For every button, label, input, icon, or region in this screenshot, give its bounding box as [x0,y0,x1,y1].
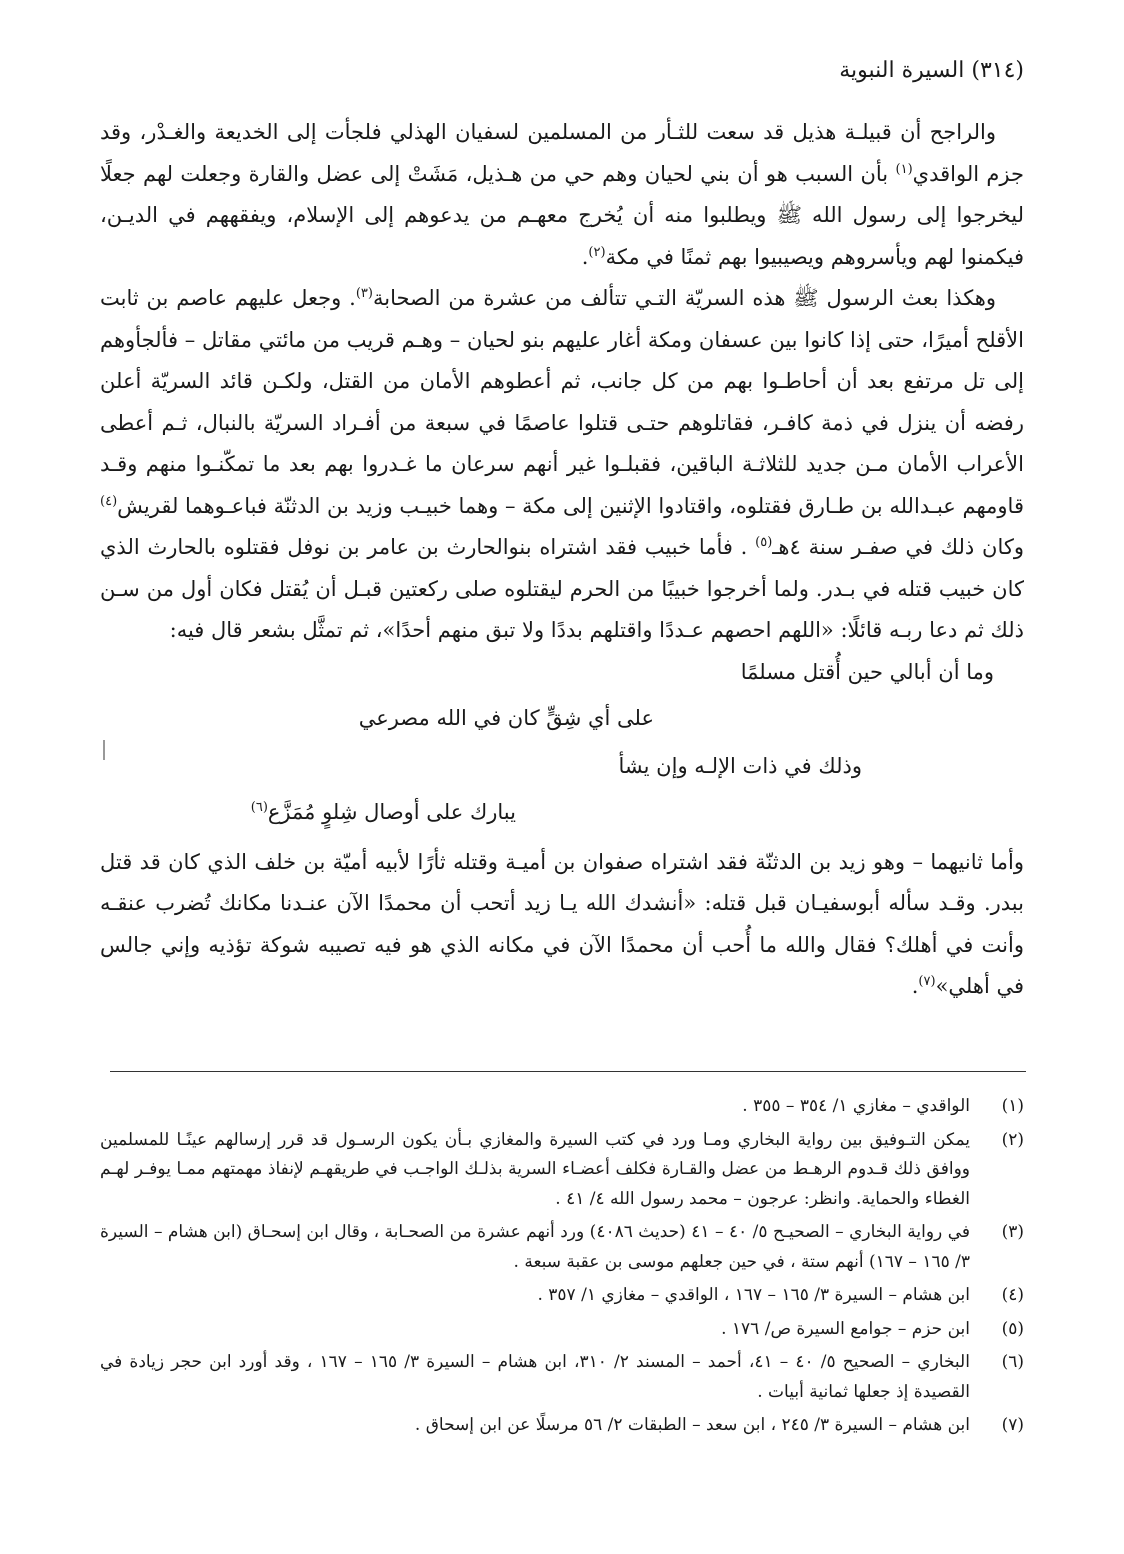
footnote-number: (٣) [1001,1222,1024,1242]
paragraph-3 [100,842,1024,1008]
footnote-number: (٤) [1001,1285,1024,1305]
footnote-ref-3[interactable]: (٣) [355,286,373,301]
footnote-text: ابن هشام – السيرة ٣/ ١٦٥ – ١٦٧ ، الواقدي – مغازي ١/ ٣٥٧ . [537,1285,970,1305]
footnote-5 [100,1315,1024,1345]
paragraph-2-text-d: . فأما خبيب فقد اشتراه بنوالحارث بن عامر بن نوفل فقتلوه بالحارث الذي كان خبيب قتله في بـدر. ولما أخرجوا خبيبًا من الحرم ليقتلوه صلى ركعتين قبـل أن يُقتل فكان أول من سـن ذلك ثم دعا ربـه قائلًا: «اللهم احصهم عـددًا واقتلهم بددًا ولا تبق منهم أحدًا»، ثم تمثَّل بشعر قال فيه: [100,535,1024,642]
footnote-number: (٥) [1001,1318,1024,1339]
running-header: (٣١٤) السيرة النبوية [839,58,1024,83]
footnote-text: الواقدي – مغازي ١/ ٣٥٤ – ٣٥٥ . [742,1096,970,1116]
paragraph-1-text-a: والراجح أن قبيلـة هذيل قد سعت للثـأر من المسلمين لسفيان الهذلي فلجأت إلى الخديعة والغـدْر، وقد جزم الواقدي [100,120,1024,186]
paragraph-2-text-a: وهكذا بعث الرسول ﷺ هذه السريّة التـي تتألف من عشرة من الصحابة [372,286,997,310]
footnote-ref-1[interactable]: (١) [895,161,913,177]
main-text [100,112,1024,1008]
paragraph-3-end: . [911,974,919,998]
footnote-text: ابن حزم – جوامع السيرة ص/ ١٧٦ . [721,1318,970,1339]
footnote-3 [100,1218,1024,1277]
paragraph-1 [100,112,1024,278]
footnote-2 [100,1126,1024,1215]
footnote-text: ابن هشام – السيرة ٣/ ٢٤٥ ، ابن سعد – الطبقات ٢/ ٥٦ مرسلًا عن ابن إسحاق . [414,1415,970,1435]
verse-4-text: يبارك على أوصال شِلوٍ مُمَزَّع [267,799,516,824]
footnote-text: في رواية البخاري – الصحيـح ٥/ ٤٠ – ٤١ (حديث ٤٠٨٦) ورد أنهم عشرة من الصحـابة ، وقال ابن إسحـاق (ابن هشام – السيرة ٣/ ١٦٥ – ١٦٧) أنهم ستة ، في حين جعلهم موسى بن عقبة سبعة . [100,1222,970,1272]
verse-4 [251,792,516,834]
paragraph-1-text-b: بأن السبب هو أن بني لحيان وهم حي من هـذيل، مَشَتْ إلى عضل والقارة وجعلت لهم جعلًا ليخرجوا إلى رسول الله ﷺ ويطلبوا منه أن يُخرج معهـم من يدعوهم إلى الإسلام، ويفقههم في الديـن، فيكمنوا لهم ويأسروهم ويصيبيوا بهم ثمنًا في مكة [100,161,1024,269]
footnotes [100,1092,1024,1445]
footnote-number: (٢) [1001,1129,1024,1150]
verse-3: وذلك في ذات الإلـه وإن يشأ [618,753,862,778]
footnote-text: يمكن التـوفيق بين رواية البخاري ومـا ورد في كتب السيرة والمغازي بـأن يكون الرسـول قد قرر إرسالهم عينًـا للمسلمين ووافق ذلك قـدوم الرهـط من عضل والقـارة فكلف أعضـاء السرية بذلـك الواجـب في طريقهـم لإنفاذ مهمتهم ممـا يوفـر لهـم الغطاء والحماية. وانظر: عرجون – محمد رسول الله ٤/ ٤١ . [100,1129,970,1209]
paragraph-1-end: . [581,244,589,269]
poem [100,652,1024,842]
footnote-1 [100,1092,1024,1122]
margin-mark [103,740,105,760]
footnote-number: (٧) [1001,1415,1024,1435]
footnote-ref-4[interactable]: (٤) [100,493,118,509]
footnote-4 [100,1281,1024,1311]
footnote-ref-7[interactable]: (٧) [918,974,936,989]
footnote-number: (٦) [1001,1352,1024,1372]
footnote-separator [110,1071,1026,1072]
paragraph-2-text-b: . وجعل عليهم عاصم بن ثابت الأقلح أميرًا، حتى إذا كانوا بين عسفان ومكة أغار عليهم بنو لحيان – وهـم قريب من مائتي مقاتل – فألجأوهم إلى تل مرتفع بعد أن أحاطـوا بهم من كل جانب، ثم أعطوهم الأمان من القتل، ولكـن قائد السريّة أعلن رفضه أن ينزل في ذمة كافـر، فقاتلوهم حتـى قتلوا عاصمًا في سبعة من أفـراد السريّة بالنبال، ثـم أعطى الأعراب الأمان مـن جديد للثلاثـة الباقين، فقبلـوا غير أنهم سرعان ما غـدروا بهم بعد ما تمكّنـوا منهم وقـد قاومهم عبـدالله بن طـارق فقتلوه، واقتادوا الإثنين إلى مكة – وهما خبيـب وزيد بن الدثنّة فباعـوهما لقريش [100,286,1024,518]
footnote-6 [100,1348,1024,1407]
verse-2: على أي شِقٍّ كان في الله مصرعي [358,705,654,730]
footnote-ref-5[interactable]: (٥) [755,535,773,550]
paragraph-3-text: وأما ثانيهما – وهو زيد بن الدثنّة فقد اشتراه صفوان بن أميـة وقتله ثأرًا لأبيه أميّة بن خلف الذي كان قد قتل ببدر. وقـد سأله أبوسفيـان قبل قتله: «أنشدك الله يـا زيد أتحب أن محمدًا الآن عنـدنا مكانك تُضرب عنقـه وأنت في أهلك؟ فقال والله ما أُحب أن محمدًا الآن في مكانه الذي هو فيه تصيبه شوكة تؤذيه وإني جالس في أهلي» [100,849,1024,998]
footnote-7 [100,1411,1024,1441]
footnote-ref-6[interactable]: (٦) [250,799,268,815]
footnote-number: (١) [1001,1096,1024,1116]
footnote-ref-2[interactable]: (٢) [588,244,606,260]
verse-1: وما أن أبالي حين أُقتل مسلمًا [740,659,994,684]
footnote-text: البخاري – الصحيح ٥/ ٤٠ – ٤١، أحمد – المسند ٢/ ٣١٠، ابن هشام – السيرة ٣/ ١٦٥ – ١٦٧ ، وقد أورد ابن حجر زيادة في القصيدة إذ جعلها ثمانية أبيات . [100,1352,970,1402]
paragraph-2 [100,278,1024,652]
paragraph-2-text-c: وكان ذلك في صفـر سنة ٤هـ [772,535,1024,559]
